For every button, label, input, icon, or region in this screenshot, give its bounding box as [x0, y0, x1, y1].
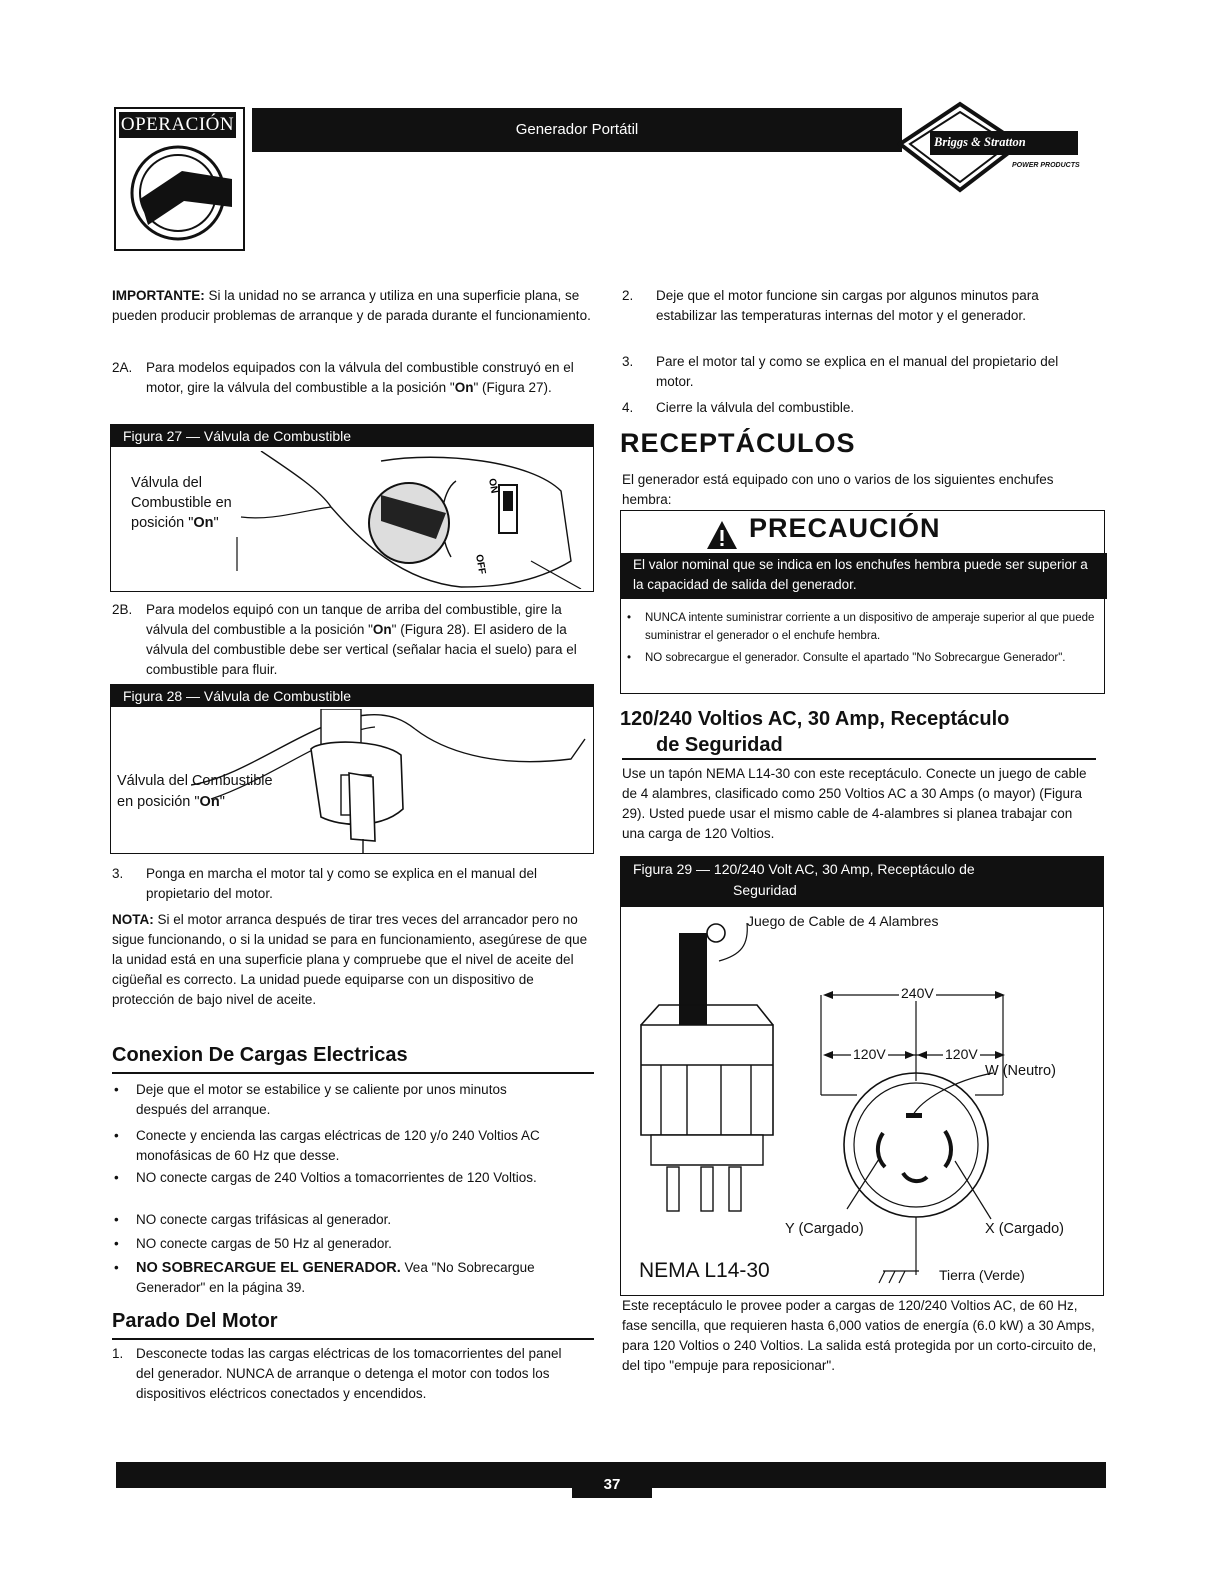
- conexion-bullet: • NO conecte cargas trifásicas al generador.: [114, 1210, 544, 1230]
- operation-icon: [122, 141, 235, 243]
- step-3-right: [622, 352, 1096, 392]
- logo-sub-text: POWER PRODUCTS: [1012, 162, 1080, 169]
- receptacle-heading: [620, 706, 1009, 758]
- figure-29-caption: [621, 857, 1103, 907]
- step-4-text: Cierre la válvula del combustible.: [656, 400, 855, 415]
- fig28-label-end: ": [219, 794, 225, 810]
- parado-heading: Parado Del Motor: [112, 1310, 278, 1332]
- conexion-bullet: • NO conecte cargas de 240 Voltios a tomacorrientes de 120 Voltios.: [114, 1168, 544, 1188]
- conexion-bullet: • NO conecte cargas de 50 Hz al generador.: [114, 1234, 544, 1254]
- bullet-text: NO conecte cargas de 240 Voltios a tomacorrientes de 120 Voltios.: [136, 1170, 537, 1185]
- receptacle-heading-line-1: 120/240 Voltios AC, 30 Amp, Receptáculo: [620, 708, 1010, 730]
- fig27-label-line-3: posición ": [131, 515, 194, 531]
- conexion-bullet: • Deje que el motor se estabilice y se caliente por unos minutos después del arranque.: [114, 1080, 544, 1120]
- conexion-bullet: • Conecte y encienda las cargas eléctricas de 120 y/o 240 Voltios AC monofásicas de 60 Hz que desse.: [114, 1126, 544, 1166]
- step-3-text: Pare el motor tal y como se explica en el manual del propietario del motor.: [656, 354, 1059, 389]
- closing-paragraph: Este receptáculo le provee poder a cargas de 120/240 Voltios AC, de 60 Hz, fase sencilla, que requieren hasta 6,000 vatios de energía (6.0 kW) a 30 Amps, para 120 Voltios o 240 Voltios. La salida está protegida por un corto-circuito de, del tipo "empuje para reposicionar".: [622, 1298, 1097, 1373]
- nota-label: NOTA:: [112, 912, 154, 927]
- step-number: 2.: [622, 288, 634, 303]
- overload-warning-text: Vea "No Sobrecargue Generador" en la página 39.: [136, 1260, 535, 1295]
- label-w-neutro: W (Neutro): [985, 1063, 1056, 1079]
- receptacle-rule: [622, 758, 1096, 760]
- receptacle-paragraph: Use un tapón NEMA L14-30 con este receptáculo. Conecte un juego de cable de 4 alambres, clasificado como 250 Voltios AC a 30 Amps (o mayor) (Figura 29). Usted puede usar el mismo cable de 4-alambres si planea trabajar con una carga de 120 Voltios.: [622, 766, 1087, 841]
- conexion-bullet: • NO SOBRECARGUE EL GENERADOR. Vea "No Sobrecargue Generador" en la página 39.: [114, 1260, 535, 1295]
- fuel-valve-illustration: [231, 451, 591, 589]
- parado-rule: [112, 1338, 594, 1340]
- step-2a-text: Para modelos equipados con la válvula del combustible construyó en el motor, gire la válvula del combustible a la posición ": [146, 360, 574, 395]
- step-number: 4.: [622, 400, 634, 415]
- step-4-right: [622, 398, 1096, 418]
- label-240v: 240V: [901, 985, 934, 1001]
- receptacle-heading-line-2: de Seguridad: [656, 734, 783, 756]
- fig27-on-word: On: [193, 515, 214, 531]
- receptaculos-intro: El generador está equipado con uno o varios de los siguientes enchufes hembra:: [622, 472, 1054, 507]
- section-label: OPERACIÓN: [119, 112, 236, 138]
- bullet-text: Deje que el motor se estabilice y se caliente por unos minutos después del arranque.: [136, 1082, 507, 1117]
- fig28-on-word: On: [199, 794, 220, 810]
- step-2a-end: " (Figura 27).: [473, 380, 552, 395]
- importante-text: Si la unidad no se arranca y utiliza en una superficie plana, se pueden producir problemas de arranque y de parada durante el funcionamiento.: [112, 288, 591, 323]
- label-120v-left: 120V: [853, 1046, 886, 1062]
- fig27-label-line-2: Combustible en: [131, 495, 232, 511]
- fuel-tank-valve-illustration: [191, 709, 591, 853]
- step-2a: [112, 358, 594, 398]
- step-2b-text: Para modelos equipó con un tanque de arriba del combustible, gire la válvula del combustible a la posición ": [146, 602, 562, 637]
- figure-27: [110, 424, 594, 592]
- fig28-label-line-1: Válvula del Combustible: [117, 773, 273, 789]
- step-number: 1.: [112, 1346, 124, 1361]
- step-2-right: [622, 286, 1096, 326]
- step-3-text: Ponga en marcha el motor tal y como se explica en el manual del propietario del motor.: [146, 866, 537, 901]
- step-number: 3.: [622, 354, 634, 369]
- overload-warning-bold: NO SOBRECARGUE EL GENERADOR.: [136, 1260, 401, 1276]
- bullet-text: NUNCA intente suministrar corriente a un dispositivo de amperaje superior al que puede suministrar el generador o el enchufe hembra.: [645, 612, 1095, 642]
- fig29-caption-line-1: Figura 29 — 120/240 Volt AC, 30 Amp, Receptáculo de: [633, 861, 975, 877]
- precaucion-box: [620, 510, 1105, 694]
- precaucion-bullet: • NO sobrecargue el generador. Consulte el apartado "No Sobrecargue Generador".: [627, 649, 1097, 667]
- fig27-label-line-1: Válvula del: [131, 475, 202, 491]
- valve-on-text: ON: [486, 477, 500, 495]
- cable-label: Juego de Cable de 4 Alambres: [747, 913, 939, 929]
- step-2-text: Deje que el motor funcione sin cargas por algunos minutos para estabilizar las temperaturas internas del motor y el generador.: [656, 288, 1039, 323]
- figure-29: [620, 856, 1104, 1296]
- fig27-label-end: ": [213, 515, 219, 531]
- nema-label: NEMA L14-30: [639, 1259, 770, 1282]
- parado-step-1-text: Desconecte todas las cargas eléctricas de los tomacorrientes del panel del generador. NUNCA de arranque o detenga el motor con todos los dispositivos eléctricos conectados y encendidos.: [136, 1346, 562, 1401]
- step-2b-end: " (Figura 28). El asidero de la válvula del combustible debe ser vertical (señalar hacia el suelo) para el combustible para fluir.: [146, 622, 577, 677]
- label-x-cargado: X (Cargado): [985, 1221, 1064, 1237]
- header-title-bar: Generador Portátil: [252, 108, 902, 152]
- figure-28: [110, 684, 594, 854]
- on-word: On: [372, 622, 392, 637]
- conexion-heading: Conexion De Cargas Electricas: [112, 1044, 408, 1066]
- step-number: 2A.: [112, 360, 133, 375]
- briggs-stratton-logo: [890, 98, 1080, 202]
- importante-paragraph: [112, 286, 594, 326]
- valve-off-text: OFF: [473, 553, 488, 576]
- precaucion-bar: El valor nominal que se indica en los enchufes hembra puede ser superior a la capacidad de salida del generador.: [621, 553, 1107, 599]
- parado-step-1: [112, 1344, 562, 1404]
- bullet-text: NO conecte cargas trifásicas al generador.: [136, 1212, 392, 1227]
- bullet-text: NO conecte cargas de 50 Hz al generador.: [136, 1236, 392, 1251]
- receptaculos-heading: RECEPTÁCULOS: [620, 428, 856, 458]
- nota-paragraph: [112, 910, 594, 1010]
- logo-brand-text: Briggs & Stratton: [934, 135, 1026, 149]
- step-3-left: [112, 864, 594, 904]
- page-number: 37: [572, 1468, 652, 1498]
- step-number: 2B.: [112, 602, 133, 617]
- step-number: 3.: [112, 866, 124, 881]
- operacion-section-badge: [114, 107, 245, 251]
- bullet-text: NO sobrecargue el generador. Consulte el apartado "No Sobrecargue Generador".: [645, 652, 1066, 664]
- fig28-label-line-2: en posición ": [117, 794, 200, 810]
- figure-28-caption: Figura 28 — Válvula de Combustible: [111, 685, 593, 707]
- label-tierra: Tierra (Verde): [939, 1267, 1025, 1283]
- step-2b: [112, 600, 594, 680]
- bullet-text: Conecte y encienda las cargas eléctricas de 120 y/o 240 Voltios AC monofásicas de 60 Hz que desse.: [136, 1128, 540, 1163]
- figure-27-caption: Figura 27 — Válvula de Combustible: [111, 425, 593, 447]
- warning-triangle-icon: [705, 519, 739, 551]
- conexion-rule: [112, 1072, 594, 1074]
- on-word: On: [454, 380, 474, 395]
- fig29-caption-line-2: Seguridad: [733, 882, 797, 898]
- importante-label: IMPORTANTE:: [112, 288, 205, 303]
- nota-text: Si el motor arranca después de tirar tres veces del arrancador pero no sigue funcionando, o si la unidad se para en funcionamiento, asegúrese de que la unidad está en una superficie plana y compruebe que el nivel de aceite del cigüeñal es correcto. La unidad puede equiparse con un dispositivo de protección de bajo nivel de aceite.: [112, 912, 588, 1007]
- label-120v-right: 120V: [945, 1046, 978, 1062]
- label-y-cargado: Y (Cargado): [785, 1221, 864, 1237]
- precaucion-bullet: • NUNCA intente suministrar corriente a un dispositivo de amperaje superior al que puede suministrar el generador o el enchufe hembra.: [627, 609, 1097, 645]
- figure-27-label: [131, 473, 232, 533]
- precaucion-title: PRECAUCIÓN: [749, 513, 941, 543]
